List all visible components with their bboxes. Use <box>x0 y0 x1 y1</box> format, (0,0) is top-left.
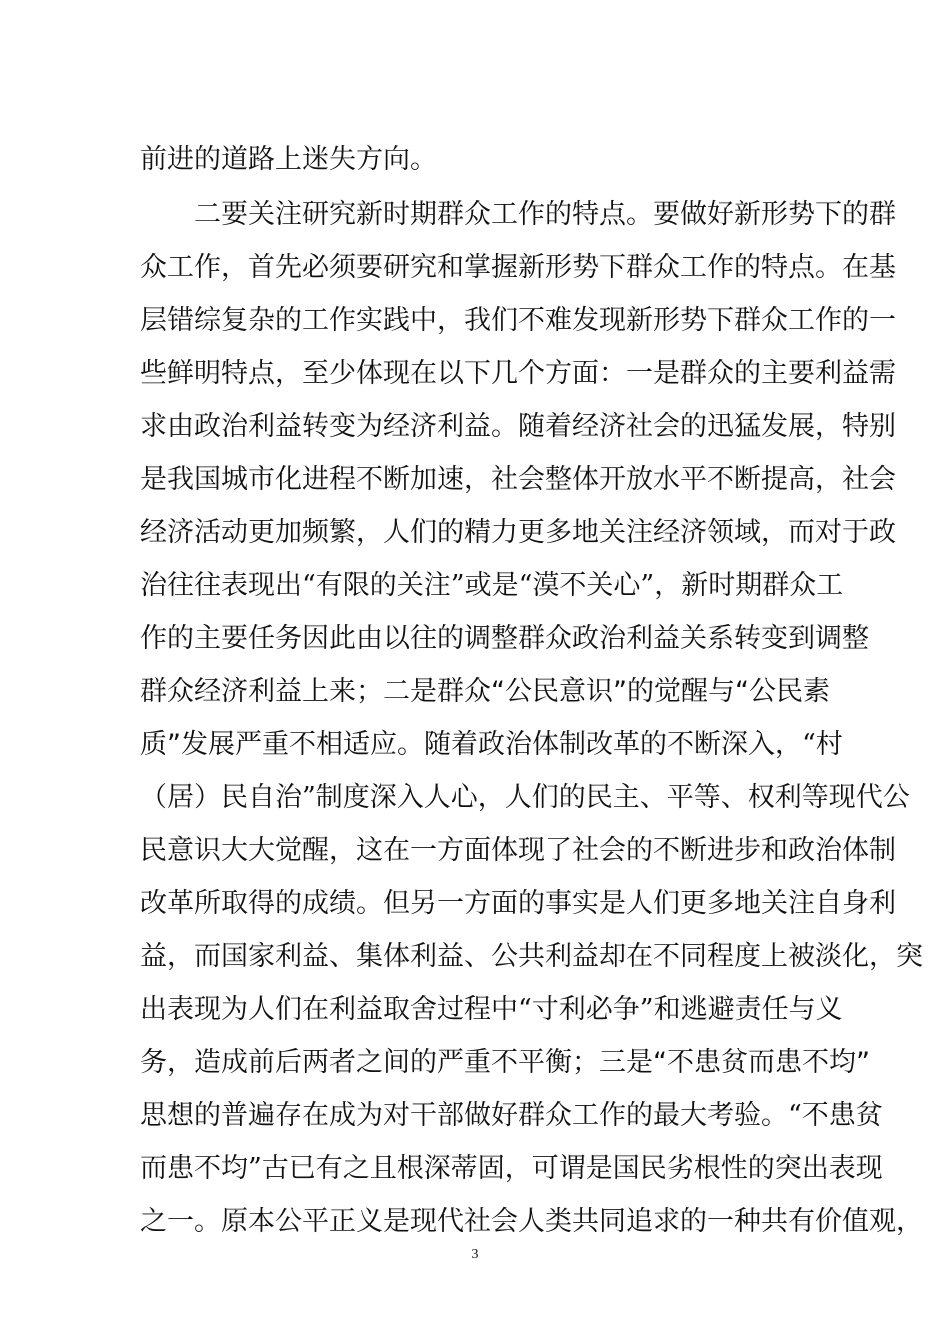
text-line <box>140 990 843 1030</box>
text-segment: 经济活动更加频繁，人们的精力更多地关注经济领域，而对于政 <box>140 517 896 548</box>
text-segment: （居）民自治”制度深入人心，人们的民主、平等、权利等现代公 <box>140 782 910 813</box>
text-line <box>194 195 896 235</box>
text-segment: 二要关注研究新时期群众工作的特点。要做好新形势下的群 <box>194 199 896 230</box>
text-line <box>140 354 896 394</box>
text-line <box>140 831 896 871</box>
text-segment: 而患不均”古已有之且根深蒂固，可谓是国民劣根性的突出表现 <box>140 1153 883 1184</box>
page-number: 3 <box>471 1247 479 1262</box>
emphasized-text: 求由政治利益转变为经济利益。 <box>140 411 518 442</box>
text-line <box>140 672 830 712</box>
text-segment: 随着经济社会的迅猛发展，特别 <box>518 411 896 442</box>
text-segment: 群众经济利益上来； <box>140 676 383 707</box>
text-segment: 些鲜明特点，至少体现在以下几个方面： <box>140 358 626 389</box>
emphasized-text: 思想的普遍存在成为对干部做好群众工作的最大考验。 <box>140 1100 788 1131</box>
emphasized-text: 三是“不患贫而患不均” <box>599 1047 870 1078</box>
text-line <box>140 460 896 500</box>
text-line <box>140 140 822 180</box>
text-segment: 层错综复杂的工作实践中，我们不难发现新形势下群众工作的一 <box>140 305 896 336</box>
text-segment: 益，而国家利益、集体利益、公共利益却在不同程度上被淡化，突 <box>140 941 923 972</box>
text-line <box>140 1096 883 1136</box>
emphasized-text: 质”发展严重不相适应。 <box>140 729 424 760</box>
text-segment: 随着政治体制改革的不断深入，“村 <box>424 729 843 760</box>
text-line <box>140 884 896 924</box>
emphasized-text: 二是群众“公民意识”的觉醒与“公民素 <box>383 676 830 707</box>
text-line <box>140 566 844 606</box>
text-line <box>140 1043 870 1083</box>
text-segment: 务，造成前后两者之间的严重不平衡； <box>140 1047 599 1078</box>
text-segment: 民意识大大觉醒，这在一方面体现了社会的不断进步和政治体制 <box>140 835 896 866</box>
text-line <box>140 725 843 765</box>
text-line <box>140 407 896 447</box>
text-segment: 之一。原本公平正义是现代社会人类共同追求的一种共有价值观， <box>140 1206 923 1237</box>
text-segment: 治往往表现出“有限的关注”或是“漠不关心”，新时期群众工 <box>140 570 844 601</box>
text-segment: 出表现为人们在利益取舍过程中“寸利必争”和逃避责任与义 <box>140 994 843 1025</box>
text-segment: 前进的道路上迷失方向。 <box>140 144 437 175</box>
text-line <box>140 619 869 659</box>
text-line <box>140 937 923 977</box>
text-line <box>140 248 896 288</box>
text-segment: 改革所取得的成绩。但另一方面的事实是人们更多地关注自身利 <box>140 888 896 919</box>
text-line <box>140 513 896 553</box>
text-line <box>140 778 910 818</box>
text-line <box>140 1202 923 1242</box>
text-line <box>140 301 896 341</box>
text-line <box>140 1149 883 1189</box>
emphasized-text: 一是群众的主要利益需 <box>626 358 896 389</box>
text-segment: 作的主要任务因此由以往的调整群众政治利益关系转变到调整 <box>140 623 869 654</box>
text-segment: 众工作，首先必须要研究和掌握新形势下群众工作的特点。在基 <box>140 252 896 283</box>
text-segment: 是我国城市化进程不断加速，社会整体开放水平不断提高，社会 <box>140 464 896 495</box>
text-segment: “不患贫 <box>788 1100 883 1131</box>
